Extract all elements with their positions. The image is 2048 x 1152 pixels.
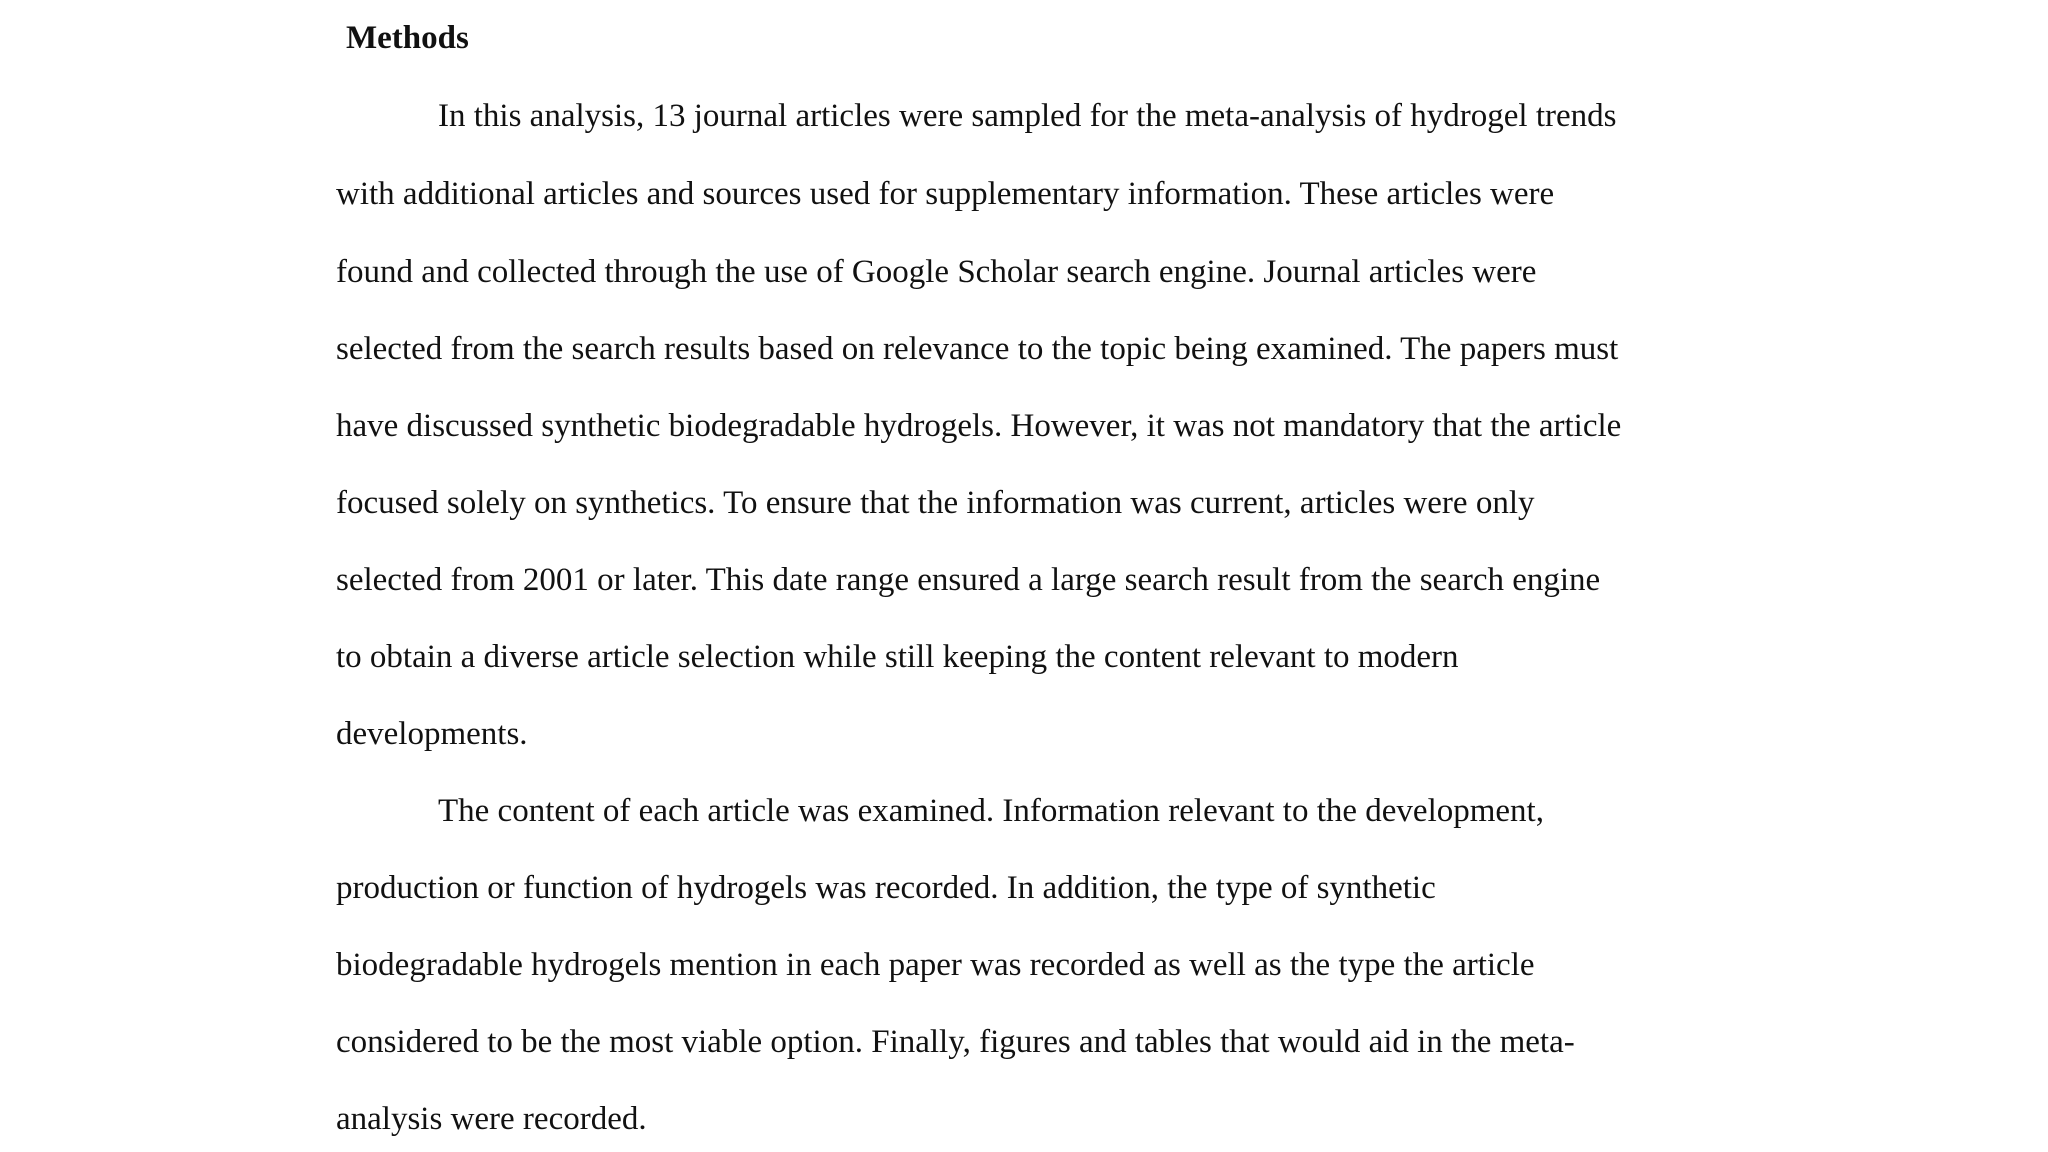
paragraph-line: analysis were recorded. [336,1101,647,1137]
paragraph-line: focused solely on synthetics. To ensure that the information was current, articles were only [336,485,1535,521]
paragraph-line: production or function of hydrogels was recorded. In addition, the type of synthetic [336,870,1436,906]
paragraph-line: found and collected through the use of Google Scholar search engine. Journal articles were [336,254,1537,290]
paragraph-line: selected from the search results based on relevance to the topic being examined. The papers must [336,331,1619,367]
paragraph-line: to obtain a diverse article selection while still keeping the content relevant to modern [336,639,1459,675]
paragraph-line: considered to be the most viable option. Finally, figures and tables that would aid in the meta- [336,1024,1575,1060]
section-heading: Methods [346,20,469,56]
paragraph-line: In this analysis, 13 journal articles were sampled for the meta-analysis of hydrogel trends [438,98,1617,134]
paragraph-line: have discussed synthetic biodegradable hydrogels. However, it was not mandatory that the article [336,408,1622,444]
paragraph-line: biodegradable hydrogels mention in each paper was recorded as well as the type the article [336,947,1535,983]
paragraph-line: The content of each article was examined. Information relevant to the development, [438,793,1544,829]
paragraph-line: with additional articles and sources used for supplementary information. These articles were [336,176,1555,212]
paragraph-line: selected from 2001 or later. This date range ensured a large search result from the search engine [336,562,1601,598]
paragraph-line: developments. [336,716,528,752]
